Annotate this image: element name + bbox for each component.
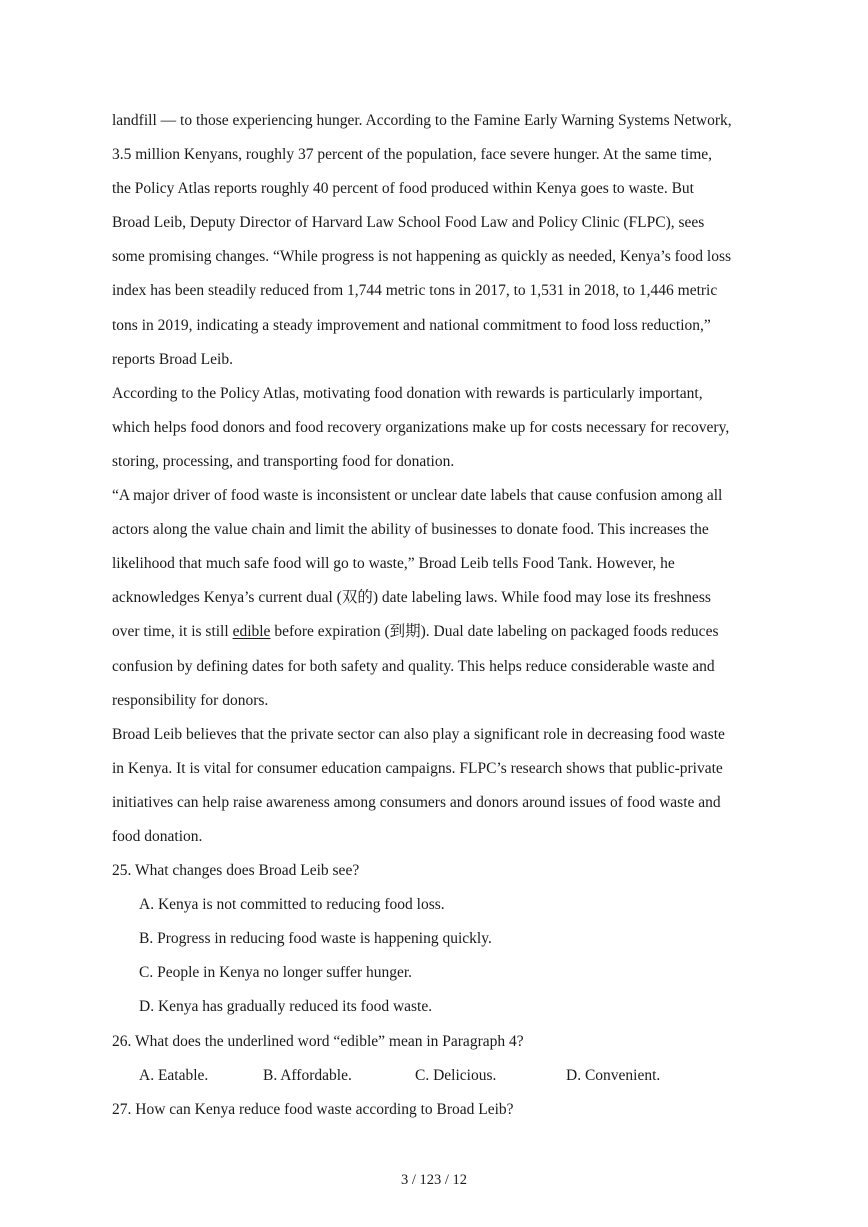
passage-line: likelihood that much safe food will go to waste,” Broad Leib tells Food Tank. However, he: [112, 555, 675, 573]
passage-line: index has been steadily reduced from 1,744 metric tons in 2017, to 1,531 in 2018, to 1,446 metric: [112, 282, 718, 300]
passage-line: confusion by defining dates for both safety and quality. This helps reduce considerable waste and: [112, 657, 715, 675]
text-before-underline: over time, it is still: [112, 623, 233, 641]
passage-line: 3.5 million Kenyans, roughly 37 percent of the population, face severe hunger. At the same time,: [112, 146, 713, 164]
text-after-underline: before expiration (到期). Dual date labeling on packaged foods reduces: [270, 623, 719, 641]
underlined-word-edible: edible: [232, 623, 271, 641]
passage-line: Broad Leib, Deputy Director of Harvard Law School Food Law and Policy Clinic (FLPC), sees: [112, 214, 705, 232]
question-25-option-c: C. People in Kenya no longer suffer hunger.: [139, 964, 413, 982]
passage-line: reports Broad Leib.: [112, 350, 233, 368]
question-26-option-d: D. Convenient.: [566, 1066, 661, 1084]
question-25-option-a: A. Kenya is not committed to reducing food loss.: [139, 896, 445, 914]
passage-line: which helps food donors and food recovery organizations make up for costs necessary for recovery,: [112, 418, 730, 436]
question-26-options: [112, 1059, 764, 1093]
question-26-stem: 26. What does the underlined word “edible” mean in Paragraph 4?: [112, 1032, 524, 1050]
passage-line: storing, processing, and transporting food for donation.: [112, 452, 455, 470]
question-27-stem: 27. How can Kenya reduce food waste according to Broad Leib?: [112, 1100, 514, 1118]
page-content: [112, 104, 764, 1127]
passage-line: actors along the value chain and limit the ability of businesses to donate food. This increases the: [112, 521, 709, 539]
question-26-option-b: B. Affordable.: [263, 1066, 352, 1084]
passage-line: food donation.: [112, 827, 203, 845]
question-26-option-c: C. Delicious.: [415, 1066, 497, 1084]
passage-line: the Policy Atlas reports roughly 40 percent of food produced within Kenya goes to waste. But: [112, 180, 694, 198]
question-25-stem: 25. What changes does Broad Leib see?: [112, 862, 360, 880]
passage-line: some promising changes. “While progress is not happening as quickly as needed, Kenya’s food loss: [112, 248, 732, 266]
passage-line: According to the Policy Atlas, motivating food donation with rewards is particularly important,: [112, 384, 703, 402]
passage-line: initiatives can help raise awareness among consumers and donors around issues of food waste and: [112, 793, 721, 811]
passage-line: tons in 2019, indicating a steady improvement and national commitment to food loss reduction,”: [112, 316, 711, 334]
passage-line: acknowledges Kenya’s current dual (双的) date labeling laws. While food may lose its freshness: [112, 589, 711, 607]
page-number: 3 / 123 / 12: [400, 1172, 468, 1188]
passage-line: “A major driver of food waste is inconsistent or unclear date labels that cause confusion among all: [112, 487, 723, 505]
question-25-option-b: B. Progress in reducing food waste is happening quickly.: [139, 930, 492, 948]
passage-line: landfill — to those experiencing hunger. According to the Famine Early Warning Systems Network,: [112, 112, 732, 129]
passage-line: in Kenya. It is vital for consumer education campaigns. FLPC’s research shows that public-private: [112, 759, 723, 777]
passage-line: Broad Leib believes that the private sector can also play a significant role in decreasing food waste: [112, 725, 725, 743]
question-25-option-d: D. Kenya has gradually reduced its food waste.: [139, 998, 433, 1016]
passage-line: responsibility for donors.: [112, 691, 269, 709]
passage-line-underlined: [112, 615, 764, 649]
question-26-option-a: A. Eatable.: [139, 1066, 209, 1084]
